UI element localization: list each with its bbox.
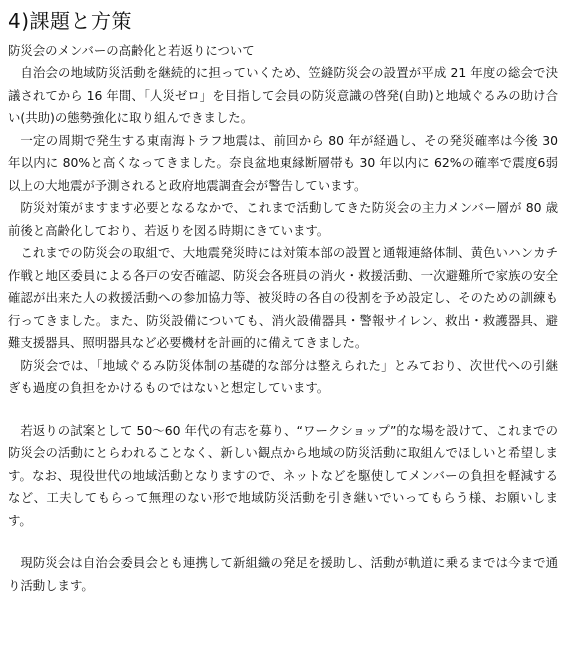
paragraph-handover: 防災会では、「地域ぐるみ防災体制の基礎的な部分は整えられた」とみており、次世代への引継ぎも過度の負担をかけるものではないと想定しています。	[8, 357, 558, 395]
paragraph-past-efforts: これまでの防災会の取組で、大地震発災時には対策本部の設置と通報連絡体制、黄色いハンカチ作戦と地区委員による各戸の安否確認、防災会各班員の消火・救援活動、一次避難所で家族の安全確認が出来た人の救援活動への参加協力等、被災時の各自の役割を予め設定し、そのための訓練も行ってきました。また、防災設備についても、消火設備器具・警報サイレン、救出・救護器具、避難支援器具、照明器具など必要機材を計画的に備えてきました。	[8, 245, 558, 350]
section-title: 4)課題と方策	[8, 9, 133, 33]
paragraph-aging-members: 防災対策がますます必要となるなかで、これまで活動してきた防災会の主力メンバー層が 80 歳前後と高齢化しており、若返りを図る時期にきています。	[8, 200, 558, 238]
paragraph-current-support: 現防災会は自治会委員会とも連携して新組織の発足を援助し、活動が軌道に乗るまでは今まで通り活動します。	[8, 555, 558, 593]
paragraph-earthquake-risk: 一定の周期で発生する東南海トラフ地震は、前回から 80 年が経過し、その発災確率は今後 30 年以内に 80%と高くなってきました。奈良盆地東縁断層帯も 30 年以内に 62%の確率で震度6弱以上の大地震が予測されると政府地震調査会が警告しています。	[8, 132, 558, 193]
paragraph-rejuvenation-plan: 若返りの試案として 50～60 年代の有志を募り、“ワークショップ”的な場を設けて、これまでの防災会の活動にとらわれることなく、新しい観点から地域の防災活動に取組んでほしいと希望します。なお、現役世代の地域活動となりますので、ネットなどを駆使してメンバーの負担を軽減するなど、工夫してもらって無理のない形で地域防災活動を引き継いでいってもらう様、お願いします。	[8, 422, 558, 528]
paragraph-activity-history: 自治会の地域防災活動を継続的に担っていくため、笠縫防災会の設置が平成 21 年度の総会で決議されてから 16 年間、「人災ゼロ」を目指して会員の防災意識の啓発(自助)と地域ぐるみの助け合い(共助)の態勢強化に取り組んできました。	[8, 65, 558, 125]
subheading: 防災会のメンバーの高齢化と若返りについて	[8, 43, 255, 58]
